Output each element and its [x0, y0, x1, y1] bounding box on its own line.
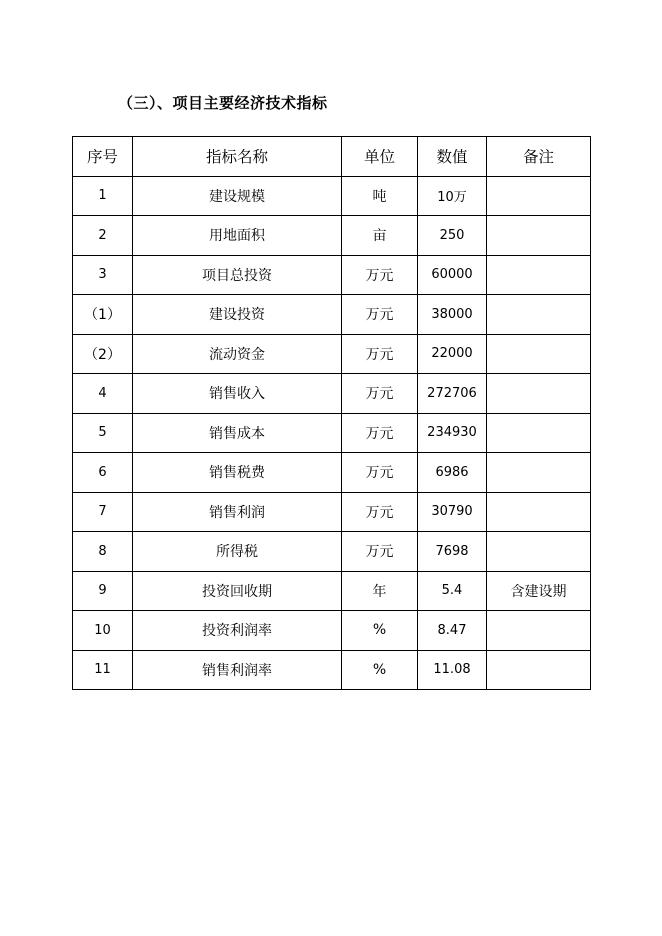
table-row [73, 295, 591, 335]
cell-serial: 4 [73, 374, 133, 414]
cell-note [487, 611, 591, 651]
cell-note: 含建设期 [487, 571, 591, 611]
cell-unit: 万元 [342, 295, 418, 335]
cell-serial: （1） [73, 295, 133, 335]
indicators-table [72, 136, 591, 690]
cell-indicator-name: 建设投资 [133, 295, 342, 335]
cell-note [487, 374, 591, 414]
cell-note [487, 650, 591, 690]
cell-indicator-name: 销售税费 [133, 453, 342, 493]
cell-serial: 9 [73, 571, 133, 611]
cell-value: 22000 [418, 334, 487, 374]
cell-indicator-name: 投资利润率 [133, 611, 342, 651]
cell-serial: 3 [73, 255, 133, 295]
cell-indicator-name: 项目总投资 [133, 255, 342, 295]
cell-unit: 万元 [342, 492, 418, 532]
header-serial: 序号 [73, 137, 133, 177]
cell-unit: 万元 [342, 532, 418, 572]
cell-serial: 8 [73, 532, 133, 572]
header-indicator-name: 指标名称 [133, 137, 342, 177]
cell-serial: 10 [73, 611, 133, 651]
cell-serial: 2 [73, 216, 133, 256]
cell-value: 234930 [418, 413, 487, 453]
cell-note [487, 532, 591, 572]
table-row [73, 611, 591, 651]
header-note: 备注 [487, 137, 591, 177]
cell-indicator-name: 销售收入 [133, 374, 342, 414]
cell-indicator-name: 销售成本 [133, 413, 342, 453]
table-header-row [73, 137, 591, 177]
cell-note [487, 413, 591, 453]
cell-indicator-name: 销售利润率 [133, 650, 342, 690]
section-heading: （三）、项目主要经济技术指标 [118, 94, 328, 112]
cell-unit: 万元 [342, 255, 418, 295]
cell-note [487, 295, 591, 335]
cell-note [487, 453, 591, 493]
cell-unit: 万元 [342, 374, 418, 414]
table-row [73, 216, 591, 256]
table-row [73, 532, 591, 572]
table-body [73, 176, 591, 690]
table-row [73, 571, 591, 611]
header-value: 数值 [418, 137, 487, 177]
cell-indicator-name: 所得税 [133, 532, 342, 572]
cell-unit: 年 [342, 571, 418, 611]
cell-value: 30790 [418, 492, 487, 532]
cell-note [487, 334, 591, 374]
cell-indicator-name: 用地面积 [133, 216, 342, 256]
cell-note [487, 176, 591, 216]
table-row [73, 492, 591, 532]
cell-indicator-name: 投资回收期 [133, 571, 342, 611]
cell-serial: 11 [73, 650, 133, 690]
table-row [73, 650, 591, 690]
table-row [73, 413, 591, 453]
cell-indicator-name: 流动资金 [133, 334, 342, 374]
cell-value: 60000 [418, 255, 487, 295]
cell-unit: % [342, 611, 418, 651]
table-row [73, 374, 591, 414]
cell-serial: （2） [73, 334, 133, 374]
cell-value: 6986 [418, 453, 487, 493]
cell-value: 250 [418, 216, 487, 256]
cell-indicator-name: 销售利润 [133, 492, 342, 532]
cell-unit: % [342, 650, 418, 690]
cell-value: 7698 [418, 532, 487, 572]
cell-serial: 6 [73, 453, 133, 493]
cell-indicator-name: 建设规模 [133, 176, 342, 216]
cell-unit: 万元 [342, 413, 418, 453]
cell-serial: 5 [73, 413, 133, 453]
header-unit: 单位 [342, 137, 418, 177]
cell-unit: 亩 [342, 216, 418, 256]
cell-value: 272706 [418, 374, 487, 414]
table-row [73, 255, 591, 295]
cell-note [487, 216, 591, 256]
cell-unit: 万元 [342, 334, 418, 374]
cell-unit: 吨 [342, 176, 418, 216]
cell-serial: 7 [73, 492, 133, 532]
cell-value: 38000 [418, 295, 487, 335]
cell-serial: 1 [73, 176, 133, 216]
table-row [73, 453, 591, 493]
cell-value: 11.08 [418, 650, 487, 690]
cell-unit: 万元 [342, 453, 418, 493]
table-row [73, 334, 591, 374]
cell-value: 10万 [418, 176, 487, 216]
table-row [73, 176, 591, 216]
cell-value: 5.4 [418, 571, 487, 611]
cell-value: 8.47 [418, 611, 487, 651]
cell-note [487, 492, 591, 532]
cell-note [487, 255, 591, 295]
